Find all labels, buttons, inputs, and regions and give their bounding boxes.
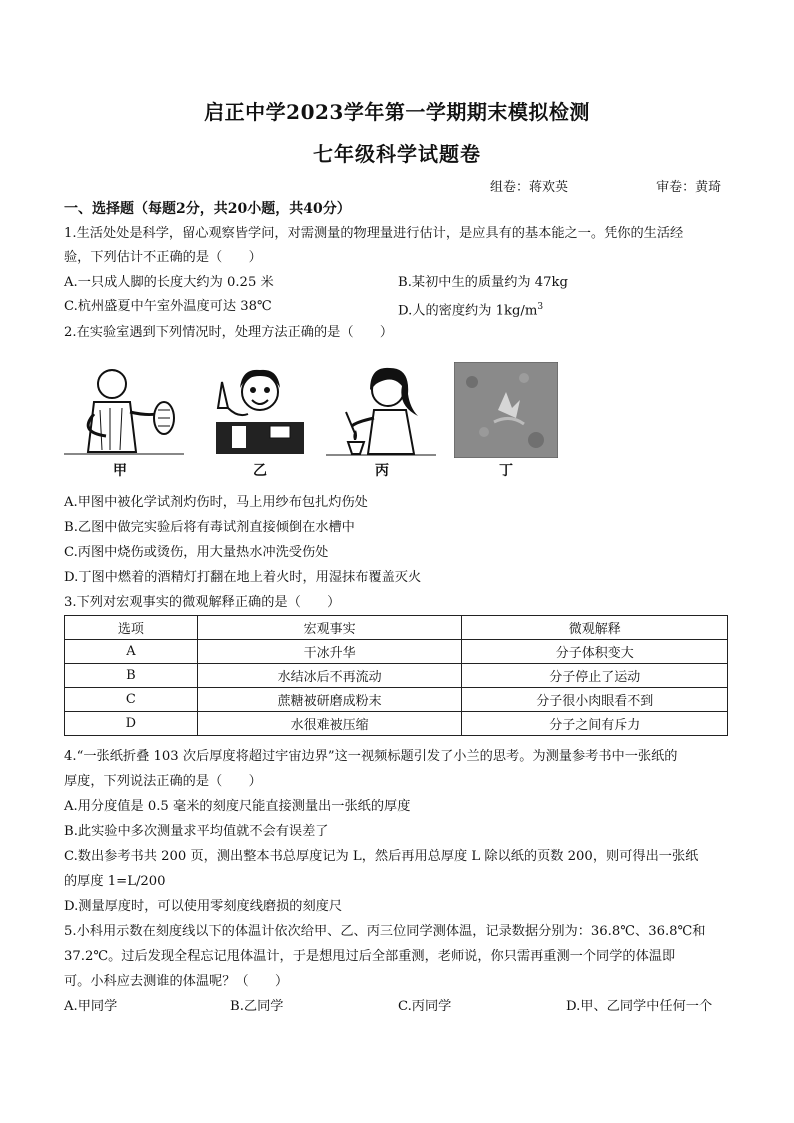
q1-stem-line2: 验，下列估计不正确的是（ ） [64,250,262,265]
table-cell: A [65,640,198,664]
q4-option-a: A.用分度值是 0.5 毫米的刻度尺能直接测量出一张纸的厚度 [64,799,411,814]
table-cell: D [65,712,198,736]
figure-ding-label: 丁 [499,463,513,479]
q3-stem: 3.下列对宏观事实的微观解释正确的是（ ） [64,595,341,610]
q2-option-d: D.丁图中燃着的酒精灯打翻在地上着火时，用湿抹布覆盖灭火 [64,570,422,585]
q5-stem-line3: 可。小科应去测谁的体温呢？（ ） [64,974,289,989]
exam-subtitle: 七年级科学试题卷 [313,142,481,166]
q1-option-a: A.一只成人脚的长度大约为 0.25 米 [64,275,274,290]
table-row [65,712,728,736]
q1-option-b: B.某初中生的质量约为 47kg [398,275,568,290]
table-cell: 分子之间有斥力 [462,712,728,736]
q3-table [64,615,728,736]
table-row [65,640,728,664]
credits [490,176,721,195]
table-cell: 蔗糖被研磨成粉末 [197,688,462,712]
table-cell: C [65,688,198,712]
q4-stem-line2: 厚度，下列说法正确的是（ ） [64,774,262,789]
table-header-cell: 选项 [65,616,198,640]
figure-jia-label: 甲 [113,463,127,479]
q1-option-c: C.杭州盛夏中午室外温度可达 38℃ [64,299,272,314]
table-cell: 水结冰后不再流动 [197,664,462,688]
q2-option-b: B.乙图中做完实验后将有毒试剂直接倾倒在水槽中 [64,520,355,535]
table-cell: 水很难被压缩 [197,712,462,736]
q4-stem-line1: 4.“一张纸折叠 103 次后厚度将超过宇宙边界”这一视频标题引发了小兰的思考。为测量参考书中一张纸的 [64,749,678,764]
table-cell: 分子体积变大 [462,640,728,664]
table-cell: 干冰升华 [197,640,462,664]
table-cell: 分子很小肉眼看不到 [462,688,728,712]
q5-option-b: B.乙同学 [230,999,284,1014]
q2-option-a: A.甲图中被化学试剂灼伤时，马上用纱布包扎灼伤处 [64,495,368,510]
q5-option-d: D.甲、乙同学中任何一个 [566,999,713,1014]
q5-option-a: A.甲同学 [64,999,118,1014]
figure-ding-image [454,362,558,458]
q4-option-c-line1: C.数出参考书共 200 页，测出整本书总厚度记为 L，然后再用总厚度 L 除以纸的页数 200，则可得出一张纸 [64,849,699,864]
table-header-row [65,616,728,640]
q4-option-c-line2: 的厚度 1=L/200 [64,874,166,889]
q1-option-d [398,298,543,320]
q5-stem-line2: 37.2℃。过后发现全程忘记甩体温计，于是想甩过后全部重测，老师说，你只需再重测一个同学的体温即 [64,949,676,964]
figure-bing-image [326,362,436,458]
reviewer: 审卷：黄琦 [656,180,722,195]
table-row [65,688,728,712]
q4-option-b: B.此实验中多次测量求平均值就不会有误差了 [64,824,329,839]
figure-jia-image [64,362,184,458]
table-row [65,664,728,688]
table-cell: 分子停止了运动 [462,664,728,688]
q2-figures [64,362,564,480]
q1-stem-line1: 1.生活处处是科学，留心观察皆学问，对需测量的物理量进行估计，是应具有的基本能之一。凭你的生活经 [64,226,684,241]
figure-yi-image [212,362,308,458]
q1-option-d-text: D.人的密度约为 1kg/m [398,303,538,319]
q4-option-d: D.测量厚度时，可以使用零刻度线磨损的刻度尺 [64,899,343,914]
exam-title: 启正中学2023学年第一学期期末模拟检测 [204,100,590,124]
table-header-cell: 宏观事实 [197,616,462,640]
figure-yi-label: 乙 [253,463,267,479]
table-cell: B [65,664,198,688]
section-heading: 一、选择题（每题2分，共20小题，共40分） [64,201,351,217]
q2-option-c: C.丙图中烧伤或烫伤，用大量热水冲洗受伤处 [64,545,329,560]
q2-stem: 2.在实验室遇到下列情况时，处理方法正确的是（ ） [64,325,394,340]
compiler: 组卷：蒋欢英 [490,180,569,195]
figure-bing-label: 丙 [375,463,389,479]
q5-option-c: C.丙同学 [398,999,452,1014]
q5-stem-line1: 5.小科用示数在刻度线以下的体温计依次给甲、乙、丙三位同学测体温，记录数据分别为：36.8℃、36.8℃和 [64,924,706,939]
table-header-cell: 微观解释 [462,616,728,640]
q1-option-d-sup: 3 [537,302,544,312]
